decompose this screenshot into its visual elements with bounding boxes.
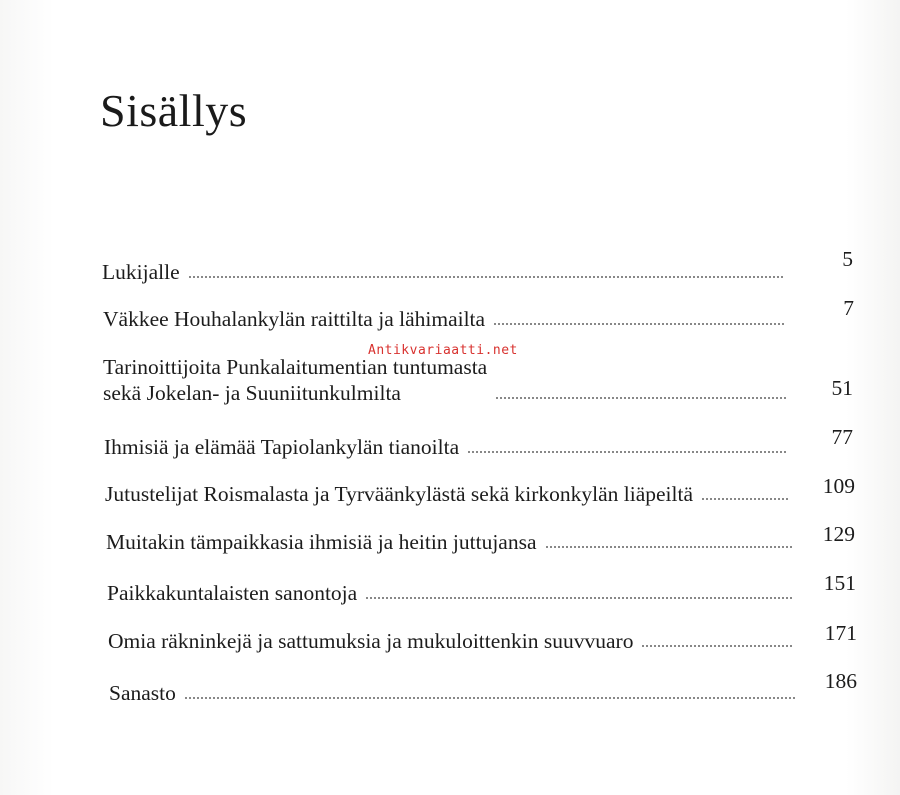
toc-entry-title: Ihmisiä ja elämää Tapiolankylän tianoilta xyxy=(104,435,460,459)
dot-leader xyxy=(184,696,795,700)
toc-entry xyxy=(106,529,800,555)
toc-page-number: 77 xyxy=(831,425,853,449)
toc-entry xyxy=(104,434,796,460)
toc-entry-title: Sanasto xyxy=(109,681,176,705)
toc-entry-title: Paikkakuntalaisten sanontoja xyxy=(107,581,358,605)
dot-leader xyxy=(495,396,787,400)
toc-page-number: 5 xyxy=(842,247,853,271)
toc-entry-title: Lukijalle xyxy=(102,260,180,284)
toc-entry xyxy=(102,259,792,285)
dot-leader xyxy=(188,275,784,279)
dot-leader xyxy=(467,450,788,454)
toc-entry xyxy=(103,354,795,406)
toc-entry-title: Muitakin tämpaikkasia ihmisiä ja heitin juttujansa xyxy=(106,530,537,554)
toc-page-number: 171 xyxy=(824,621,857,645)
dot-leader xyxy=(365,596,793,600)
dot-leader xyxy=(701,497,790,501)
toc-entry-title: Tarinoittijoita Punkalaitumentian tuntumasta sekä Jokelan- ja Suuniitunkulmilta xyxy=(103,355,488,405)
toc-entry xyxy=(105,481,798,507)
toc-entry-title: Jutustelijat Roismalasta ja Tyrväänkylästä sekä kirkonkylän liäpeiltä xyxy=(105,482,694,506)
toc-entry xyxy=(109,680,803,706)
toc-page-number: 109 xyxy=(822,474,855,498)
dot-leader xyxy=(545,545,792,549)
toc-entry xyxy=(107,580,801,606)
dot-leader xyxy=(493,322,785,326)
dot-leader xyxy=(641,644,794,648)
toc-entry-title: Omia räkninkejä ja sattumuksia ja mukuloittenkin suuvvuaro xyxy=(108,629,634,653)
toc-page-number: 129 xyxy=(822,522,855,546)
toc-page-number: 51 xyxy=(831,376,853,400)
toc-entry xyxy=(103,306,793,332)
toc-page-number: 186 xyxy=(824,669,857,693)
page-title: Sisällys xyxy=(100,85,248,136)
toc-entry xyxy=(108,628,802,654)
toc-entry-title: Väkkee Houhalankylän raittilta ja lähimailta xyxy=(103,307,486,331)
watermark-text: Antikvariaatti.net xyxy=(368,343,518,358)
toc-page-number: 7 xyxy=(843,296,854,320)
toc-page-number: 151 xyxy=(823,571,856,595)
